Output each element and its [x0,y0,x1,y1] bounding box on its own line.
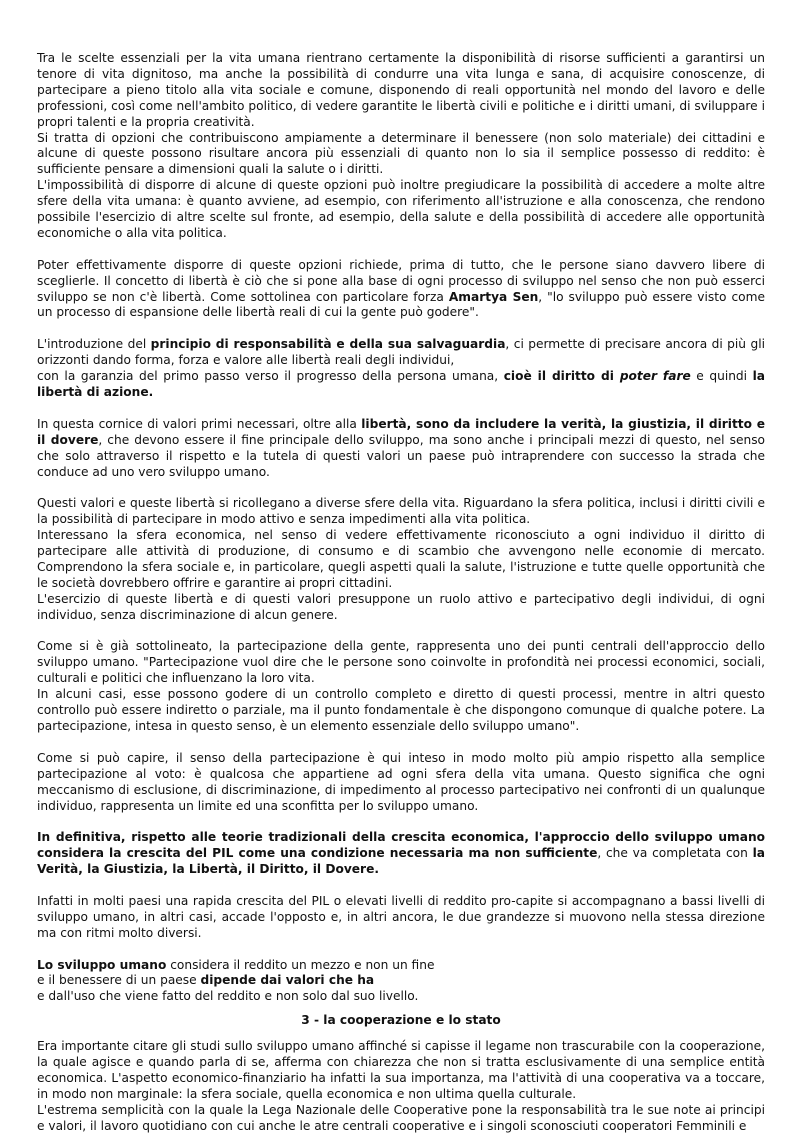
paragraph-2: Si tratta di opzioni che contribuiscono ampiamente a determinare il benessere (non solo materiale) dei cittadini e alcune di queste possono risultare ancora più essenziali di quanto non lo sia il semplice possesso di reddito: è sufficiente pensare a dimensioni quali la salute o i diritti. [37,130,765,177]
paragraph-14: Infatti in molti paesi una rapida crescita del PIL o elevati livelli di reddito pro-capite si accompagnano a bassi livelli di sviluppo umano, in altri casi, accade l'opposto e, in altri ancora, le due grandezze si muovono nella stessa direzione ma con ritmi molto diversi. [37,893,765,940]
paragraph-16: Era importante citare gli studi sullo sviluppo umano affinché si capisse il legame non trascurabile con la cooperazione, la quale agisce e quando parla di se, afferma con chiarezza che non si tratta esclusivamente di una semplice entità economica. L'aspetto economico-finanziario ha infatti la sua importanza, ma l'attività di una cooperativa va a toccare, in modo non marginale: la sfera sociale, quella economica e non ultima quella culturale. [37,1039,765,1101]
amartya-sen-name: Amartya Sen [448,289,539,304]
paragraph-7: Questi valori e queste libertà si ricollegano a diverse sfere della vita. Riguardano la sfera politica, inclusi i diritti civili e la possibilità di partecipare in modo attivo e senza impedimenti alla vita politica. [37,496,765,527]
paragraph-1: Tra le scelte essenziali per la vita umana rientrano certamente la disponibilità di risorse sufficienti a garantirsi un tenore di vita dignitoso, ma anche la possibilità di condurre una vita lunga e sana, di acquisire conoscenze, di partecipare a pieno titolo alla vita sociale e comune, disponendo di reali opportunità nel mondo del lavoro e delle professioni, così come nell'ambito politico, di vedere garantite le libertà civili e politiche e i diritti umani, di sviluppare i propri talenti e la propria creatività. [37,51,765,129]
paragraph-4: Poter effettivamente disporre di queste opzioni richiede, prima di tutto, che le persone siano davvero libere di sceglierle. Il concetto di libertà è ciò che si pone alla base di ogni processo di sviluppo nel senso che non può esserci sviluppo se non c'è libertà. Come sottolinea con particolare forza Amartya Sen, "lo sviluppo può essere visto come un processo di espansione delle libertà reali di cui la gente può godere". [37,257,765,320]
paragraph-3: L'impossibilità di disporre di alcune di queste opzioni può inoltre pregiudicare la possibilità di accedere a molte altre sfere della vita umana: è quanto avviene, ad esempio, con riferimento all'istruzione e alla conoscenza, che rendono possibile l'esercizio di altre scelte sul fronte, ad esempio, della salute e della possibilità di accedere alle opportunità economiche o alla vita politica. [37,178,765,240]
paragraph-17: L'estrema semplicità con la quale la Lega Nazionale delle Cooperative pone la responsabilità tra le sue note ai principi e valori, il lavoro quotidiano con cui anche le atre centrali cooperative e i singoli sconosciuti cooperatori Femminili e [37,1102,765,1133]
section-heading: 3 - la cooperazione e lo stato [301,1013,501,1028]
paragraph-5: L'introduzione del principio di responsabilità e della sua salvaguardia, ci permette di precisare ancora di più gli orizzonti dando forma, forza e valore alle libertà reali degli individui, con la garanzia del primo passo verso il progresso della persona umana, cioè il diritto di poter fare e quindi la libertà di azione. [37,337,766,399]
paragraph-13: In definitiva, rispetto alle teorie tradizionali della crescita economica, l'approccio dello sviluppo umano considera la crescita del PIL come una condizione necessaria ma non sufficiente, che va completata con la Verità, la Giustizia, la Libertà, il Diritto, il Dovere. [37,830,766,877]
paragraph-12: Come si può capire, il senso della partecipazione è qui inteso in modo molto più ampio rispetto alla semplice partecipazione al voto: è qualcosa che appartiene ad ogni sfera della vita umana. Questo significa che ogni meccanismo di esclusione, di discriminazione, di impedimento al processo partecipativo nei confronti di un qualunque individuo, rappresenta un limite ed una sconfitta per lo sviluppo umano. [37,750,765,813]
document-page [37,51,765,1135]
paragraph-9: L'esercizio di queste libertà e di questi valori presuppone un ruolo attivo e partecipativo degli individui, di ogni individuo, senza discriminazione di alcun genere. [37,591,765,622]
paragraph-10: Come si è già sottolineato, la partecipazione della gente, rappresenta uno dei punti centrali dell'approccio dello sviluppo umano. "Partecipazione vuol dire che le persone sono coinvolte in profondità nei processi economici, sociali, culturali e politici che influenzano la loro vita. [37,639,765,686]
paragraph-15: Lo sviluppo umano considera il reddito un mezzo e non un fine e il benessere di un paese dipende dai valori che ha e dall'uso che viene fatto del reddito e non solo dal suo livello. [37,957,435,1004]
paragraph-11: In alcuni casi, esse possono godere di un controllo completo e diretto di questi processi, mentre in altri questo controllo può essere indiretto o parziale, ma il punto fondamentale è che dispongono comunque di qualche potere. La partecipazione, intesa in questo senso, è un elemento essenziale dello sviluppo umano". [37,687,765,733]
paragraph-6: In questa cornice di valori primi necessari, oltre alla libertà, sono da includere la verità, la giustizia, il diritto e il dovere, che devono essere il fine principale dello sviluppo, ma sono anche i principali mezzi di questo, nel senso che solo attraverso il rispetto e la tutela di questi valori un paese può intraprendere con successo la strada che conduce ad uno vero sviluppo umano. [37,416,765,479]
paragraph-8: Interessano la sfera economica, nel senso di vedere effettivamente riconosciuto a ogni individuo il diritto di partecipare alle attività di produzione, di consumo e di scambio che avvengono nelle economie di mercato. Comprendono la sfera sociale e, in particolare, quegli aspetti quali la salute, l'istruzione e tutte quelle opportunità che le società dovrebbero offrire e garantire ai propri cittadini. [37,528,765,590]
